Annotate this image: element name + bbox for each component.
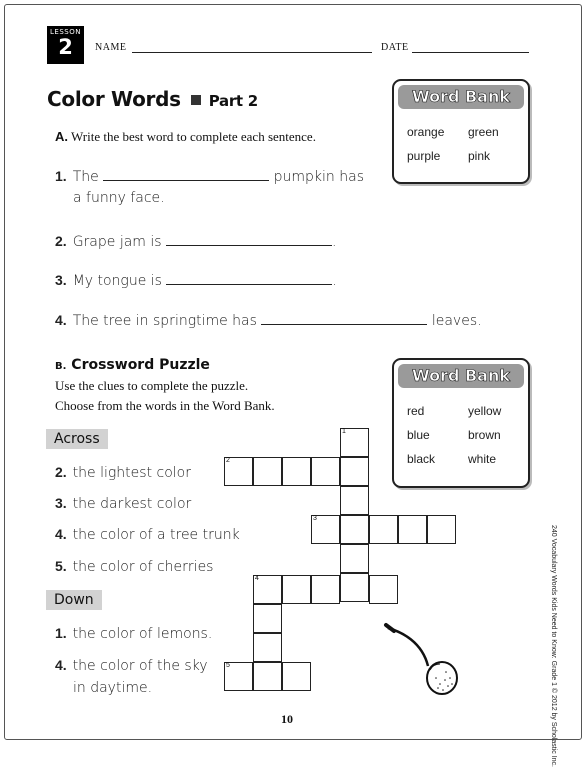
sentence-1 — [55, 166, 364, 185]
title-main: Color Words — [47, 87, 181, 111]
clue-number: 3. — [55, 495, 67, 511]
copyright-credit — [546, 525, 558, 767]
crossword-cell[interactable] — [340, 573, 369, 602]
clue-number-marker: 1 — [342, 428, 346, 435]
crossword-cell[interactable] — [340, 457, 369, 486]
crossword-cell[interactable] — [224, 457, 253, 486]
clue-number-marker: 3 — [313, 515, 317, 522]
section-a-letter: A. — [55, 129, 68, 144]
crossword-cell[interactable] — [340, 544, 369, 573]
section-b-heading — [55, 357, 210, 373]
crossword-cell[interactable] — [398, 515, 427, 544]
page-number: 10 — [281, 712, 293, 726]
across-clue-4 — [55, 526, 240, 543]
lesson-label: LESSON — [50, 28, 81, 36]
sentence-text: The tree in springtime has — [72, 313, 257, 329]
answer-blank-4[interactable] — [261, 310, 427, 325]
word-bank-word: pink — [468, 149, 491, 163]
clue-number: 4. — [55, 657, 67, 673]
item-number: 3. — [55, 272, 67, 288]
sentence-text: leaves. — [431, 313, 482, 329]
lesson-badge — [47, 26, 84, 64]
date-label: DATE — [381, 42, 409, 53]
sentence-text: The — [72, 169, 99, 185]
answer-blank-1[interactable] — [103, 166, 269, 181]
crossword-cell[interactable] — [311, 457, 340, 486]
down-clue-4-line2: in daytime. — [73, 680, 153, 696]
name-label: NAME — [95, 42, 127, 53]
crossword-cell[interactable] — [340, 515, 369, 544]
word-bank-word: yellow — [468, 404, 502, 418]
clue-number-marker: 4 — [255, 575, 259, 582]
crossword-cell[interactable] — [282, 662, 311, 691]
crossword-cell[interactable] — [224, 662, 253, 691]
sentence-text: . — [332, 273, 337, 289]
word-bank-word: red — [407, 404, 425, 418]
section-b-title: Crossword Puzzle — [71, 357, 210, 373]
clue-text: the color of cherries — [72, 559, 214, 575]
crossword-cell[interactable] — [340, 486, 369, 515]
item-number: 2. — [55, 233, 67, 249]
crossword-cell[interactable] — [253, 575, 282, 604]
crossword-cell[interactable] — [369, 575, 398, 604]
crossword-cell[interactable] — [253, 633, 282, 662]
across-clue-3 — [55, 495, 191, 512]
word-bank-title: Word Bank — [398, 364, 524, 388]
word-bank-word: black — [407, 452, 436, 466]
clue-text: the color of the sky — [72, 658, 208, 674]
clue-text: the color of lemons. — [72, 626, 213, 642]
crossword-cell[interactable] — [427, 515, 456, 544]
word-bank-colors-1 — [392, 79, 530, 184]
crossword-cell[interactable] — [340, 428, 369, 457]
sentence-3 — [55, 270, 337, 289]
section-b-instruction-2: Choose from the words in the Word Bank. — [55, 398, 275, 413]
section-a-instruction-text: Write the best word to complete each sentence. — [71, 129, 316, 144]
crossword-cell[interactable] — [369, 515, 398, 544]
sentence-text: Grape jam is — [72, 234, 162, 250]
square-bullet-icon — [191, 95, 201, 105]
crossword-cell[interactable] — [311, 515, 340, 544]
item-number: 4. — [55, 312, 67, 328]
down-label: Down — [46, 590, 102, 610]
sentence-text: . — [332, 234, 337, 250]
item-number: 1. — [55, 168, 67, 184]
date-line[interactable] — [412, 52, 529, 53]
lesson-number: 2 — [58, 35, 73, 59]
word-bank-word: brown — [468, 428, 501, 442]
across-clue-2 — [55, 464, 191, 481]
sentence-2 — [55, 231, 336, 250]
down-clue-1 — [55, 625, 212, 642]
answer-blank-2[interactable] — [166, 231, 332, 246]
title-part: Part 2 — [208, 92, 258, 110]
clue-text: the darkest color — [72, 496, 192, 512]
clue-number: 1. — [55, 625, 67, 641]
word-bank-word: orange — [407, 125, 445, 139]
section-a-instruction — [55, 129, 316, 145]
crossword-cell[interactable] — [253, 662, 282, 691]
sentence-text: My tongue is — [72, 273, 162, 289]
clue-number-marker: 2 — [226, 457, 230, 464]
name-line[interactable] — [132, 52, 372, 53]
sentence-text: pumpkin has — [273, 169, 364, 185]
word-bank-word: green — [468, 125, 499, 139]
word-bank-title: Word Bank — [398, 85, 524, 109]
clue-text: the lightest color — [72, 465, 191, 481]
clue-number: 2. — [55, 464, 67, 480]
sentence-1-line2: a funny face. — [73, 190, 165, 206]
word-bank-colors-2 — [392, 358, 530, 488]
clue-text: the color of a tree trunk — [72, 527, 240, 543]
sentence-4 — [55, 310, 482, 329]
crossword-cell[interactable] — [253, 604, 282, 633]
cherry-icon — [380, 620, 460, 700]
word-bank-word: white — [468, 452, 497, 466]
crossword-cell[interactable] — [311, 575, 340, 604]
section-b-instruction-1: Use the clues to complete the puzzle. — [55, 378, 249, 393]
crossword-cell[interactable] — [253, 457, 282, 486]
section-b-letter: B. — [55, 361, 67, 372]
word-bank-word: purple — [407, 149, 441, 163]
page-title — [47, 87, 258, 111]
clue-number: 5. — [55, 558, 67, 574]
crossword-cell[interactable] — [282, 575, 311, 604]
across-label: Across — [46, 429, 108, 449]
across-clue-5 — [55, 558, 213, 575]
word-bank-word: blue — [407, 428, 430, 442]
answer-blank-3[interactable] — [166, 270, 332, 285]
down-clue-4 — [55, 657, 208, 674]
copyright-text: 240 Vocabulary Words Kids Need to Know: Grade 1 © 2012 by Scholastic Inc. — [550, 525, 557, 767]
crossword-cell[interactable] — [282, 457, 311, 486]
clue-number: 4. — [55, 526, 67, 542]
clue-number-marker: 5 — [226, 662, 230, 669]
